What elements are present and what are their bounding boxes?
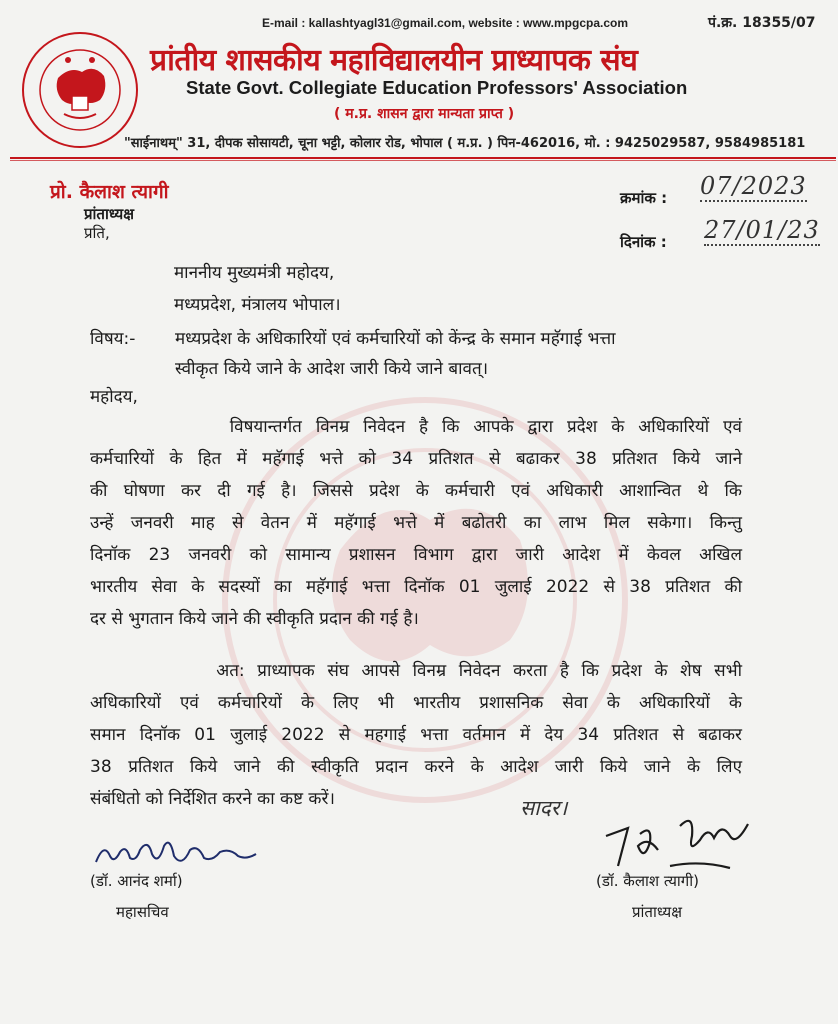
association-logo-icon	[20, 30, 140, 150]
addressee-line-1: माननीय मुख्यमंत्री महोदय,	[174, 263, 335, 283]
registration-number: पं.क्र. 18355/07	[708, 15, 816, 31]
reference-number-value: 07/2023	[700, 172, 807, 200]
para1-line: दिनॉक 23 जनवरी को सामान्य प्रशासन विभाग द्वारा जारी आदेश में केवल अखिल	[90, 545, 742, 565]
salutation: महोदय,	[90, 387, 138, 407]
para1-line: कर्मचारियों के हित में महॅगाई भत्ते को 34 प्रतिशत से बढाकर 38 प्रतिशत किये जाने	[90, 449, 742, 469]
sender-role: प्रांताध्यक्ष	[84, 205, 134, 223]
org-name-english: State Govt. Collegiate Education Professors' Association	[186, 77, 688, 98]
date-label: दिनांक :	[620, 233, 667, 251]
date-value: 27/01/23	[704, 216, 820, 244]
para1-line: भारतीय सेवा के सदस्यों का महॅगाई भत्ता दिनॉक 01 जुलाई 2022 से 38 प्रतिशत की	[90, 577, 742, 597]
address-line: "साईनाथम्" 31, दीपक सोसायटी, चूना भट्टी, कोलार रोड, भोपाल ( म.प्र. ) पिन-462016, मो. : 9425029587, 9584985181	[124, 136, 806, 151]
to-label: प्रति,	[84, 224, 110, 242]
right-signatory-name: (डॉ. कैलाश त्यागी)	[596, 872, 699, 890]
para2-line: समान दिनॉक 01 जुलाई 2022 से महगाई भत्ता वर्तमान में देय 34 प्रतिशत से बढाकर	[90, 725, 742, 745]
email-website-line: E-mail : kallashtyagl31@gmail.com, website : www.mpgcpa.com	[262, 16, 629, 30]
closing-handwritten: सादर।	[520, 796, 568, 820]
header-divider	[10, 157, 836, 159]
addressee-line-2: मध्यप्रदेश, मंत्रालय भोपाल।	[174, 295, 341, 315]
subject-line-2: स्वीकृत किये जाने के आदेश जारी किये जाने बावत्।	[175, 359, 489, 379]
para2-line: अत: प्राध्यापक संघ आपसे विनम्र निवेदन करता है कि प्रदेश के शेष सभी	[90, 661, 742, 681]
para1-line: उन्हें जनवरी माह से वेतन में महॅगाई भत्ते में बढोतरी का लाभ मिल सकेगा। किन्तु	[90, 513, 742, 533]
header-divider-thin	[10, 160, 836, 161]
left-signatory-title: महासचिव	[116, 903, 169, 921]
recognition-note: ( म.प्र. शासन द्वारा मान्यता प्राप्त )	[334, 106, 515, 122]
para1-line: विषयान्तर्गत विनम्र निवेदन है कि आपके द्वारा प्रदेश के अधिकारियों एवं	[90, 417, 742, 437]
reference-number-label: क्रमांक :	[620, 189, 668, 207]
para1-line: दर से भुगतान किये जाने की स्वीकृति प्रदान की गई है।	[90, 609, 419, 629]
right-signatory-title: प्रांताध्यक्ष	[632, 903, 682, 921]
signature-left-icon	[92, 832, 262, 872]
sender-name: प्रो. कैलाश त्यागी	[50, 181, 169, 203]
subject-line-1: मध्यप्रदेश के अधिकारियों एवं कर्मचारियों को केंन्द्र के समान महॅगाई भत्ता	[175, 329, 616, 349]
para2-line: संबंधितो को निर्देशित करने का कष्ट करें।	[90, 789, 335, 809]
para2-line: अधिकारियों एवं कर्मचारियों के लिए भी भारतीय प्रशासनिक सेवा के अधिकारियों के	[90, 693, 742, 713]
para1-line: की घोषणा कर दी गई है। जिससे प्रदेश के कर्मचारी एवं अधिकारी आशान्वित थे कि	[90, 481, 742, 501]
para2-line: 38 प्रतिशत किये जाने की स्वीकृति प्रदान करने के आदेश जारी किये जाने के लिए	[90, 757, 742, 777]
left-signatory-name: (डॉ. आनंद शर्मा)	[90, 872, 183, 890]
subject-label: विषय:-	[90, 329, 136, 349]
org-name-hindi: प्रांतीय शासकीय महाविद्यालयीन प्राध्यापक संघ	[150, 43, 638, 78]
